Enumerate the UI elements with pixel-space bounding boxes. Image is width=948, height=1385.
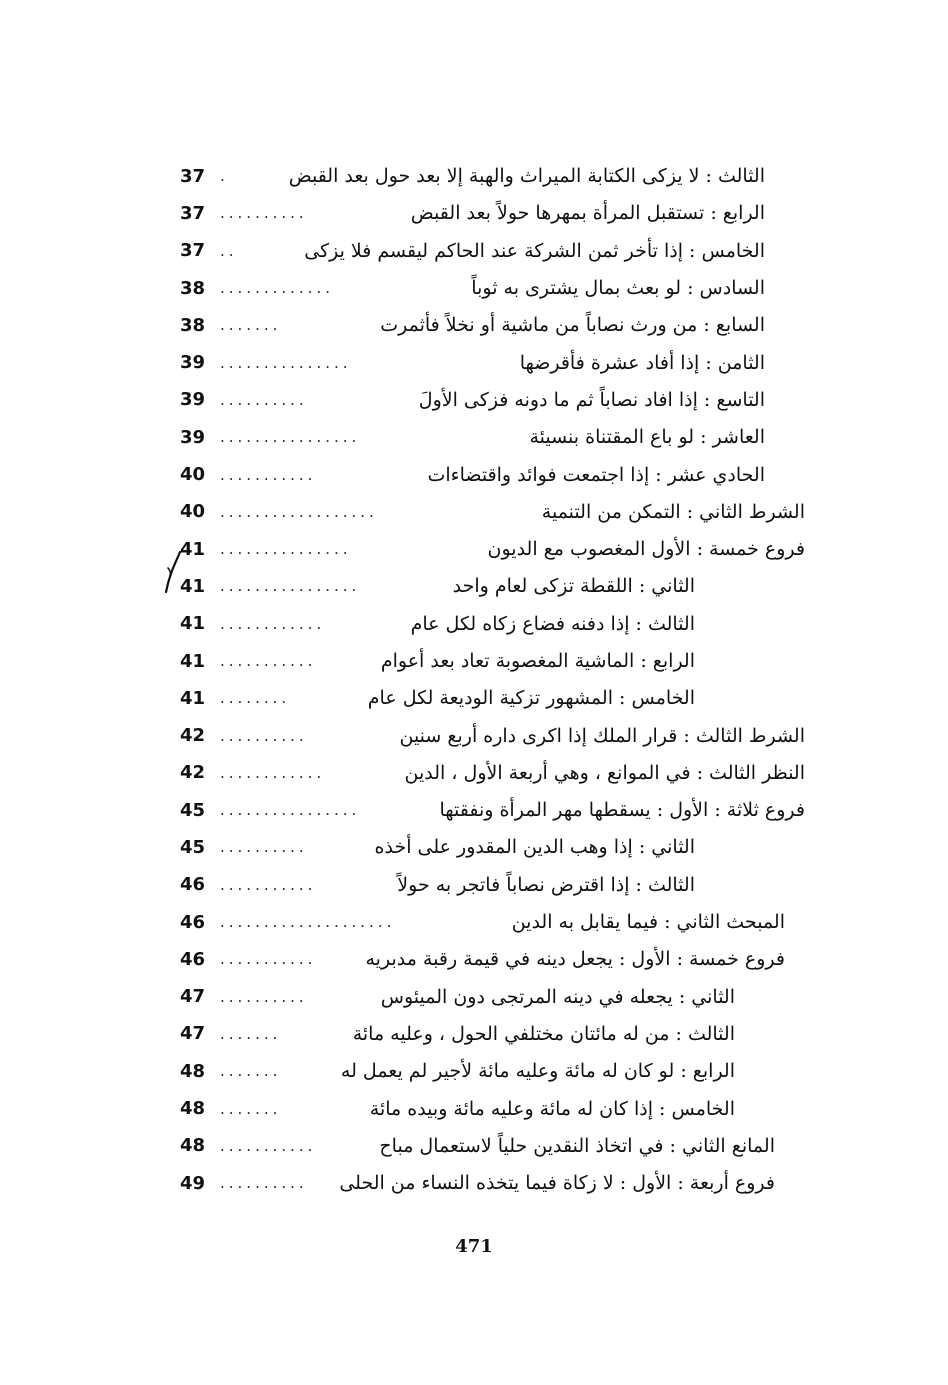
toc-dot-leader: ............... <box>220 542 352 558</box>
toc-entry <box>180 904 805 941</box>
toc-entry <box>180 1165 805 1202</box>
toc-page-number: 46 <box>180 948 206 970</box>
toc-entry <box>180 606 805 643</box>
toc-page-number: 42 <box>180 762 206 784</box>
toc-page-number: 41 <box>180 687 206 709</box>
toc-entry <box>180 382 805 419</box>
toc-page-number: 37 <box>180 240 206 262</box>
toc-page-number: 41 <box>180 650 206 672</box>
toc-entry <box>180 270 805 307</box>
toc-entry-title: الثالث : إذا دفنه فضاع زكاه لكل عام <box>410 612 695 635</box>
toc-dot-leader: .......... <box>220 392 308 408</box>
toc-dot-leader: ................ <box>220 803 361 819</box>
toc-dot-leader: .. <box>220 243 238 259</box>
toc-page-number: 40 <box>180 501 206 523</box>
toc-entry-title: الرابع : الماشية المغصوبة تعاد بعد أعوام <box>380 650 695 672</box>
toc-entry-title: العاشر : لو باع المقتناة بنسيئة <box>529 426 765 449</box>
toc-dot-leader: ....... <box>220 1026 282 1042</box>
toc-dot-leader: .......... <box>220 840 308 856</box>
toc-entry <box>180 1090 805 1127</box>
toc-page-number: 39 <box>180 389 206 411</box>
toc-entry <box>180 792 805 829</box>
toc-entry-title: الخامس : المشهور تزكية الوديعة لكل عام <box>367 687 695 710</box>
toc-dot-leader: .......... <box>220 989 308 1005</box>
toc-page-number: 47 <box>180 986 206 1008</box>
toc-entry-title: فروع خمسة : الأول : يجعل دينه في قيمة رقبة مدبريه <box>365 948 785 971</box>
toc-entry <box>180 307 805 344</box>
toc-page-number: 41 <box>180 613 206 635</box>
toc-dot-leader: ....... <box>220 1101 282 1117</box>
toc-entry-title: الشرط الثاني : التمكن من التنمية <box>541 500 805 523</box>
toc-entry-title: السابع : من ورث نصاباً من ماشية أو نخلاً فأثمرت <box>380 314 765 337</box>
toc-dot-leader: .................... <box>220 915 396 931</box>
toc-entry <box>180 979 805 1016</box>
toc-entry-title: التاسع : إذا افاد نصاباً ثم ما دونه فزكى الأولَ <box>418 388 765 411</box>
toc-entry <box>180 1016 805 1053</box>
toc-page-number: 48 <box>180 1098 206 1120</box>
toc-page-number: 42 <box>180 725 206 747</box>
toc-entry <box>180 829 805 866</box>
toc-dot-leader: .......... <box>220 206 308 222</box>
toc-entry <box>180 941 805 978</box>
table-of-contents <box>180 158 805 1202</box>
toc-dot-leader: ....... <box>220 1064 282 1080</box>
toc-page-number: 41 <box>180 538 206 560</box>
toc-entry-title: فروع أربعة : الأول : لا زكاة فيما يتخذه النساء من الحلى <box>339 1172 775 1195</box>
toc-dot-leader: ....... <box>220 318 282 334</box>
toc-entry <box>180 419 805 456</box>
toc-entry-title: الثاني : إذا وهب الدين المقدور على أخذه <box>374 836 695 859</box>
toc-dot-leader: ............. <box>220 281 334 297</box>
toc-entry-title: النظر الثالث : في الموانع ، وهي أربعة الأول ، الدين <box>404 761 805 784</box>
toc-dot-leader: ........... <box>220 654 317 669</box>
toc-entry-title: الرابع : تستقبل المرأة بمهرها حولاً بعد القبض <box>410 202 765 225</box>
toc-entry <box>180 680 805 717</box>
toc-entry <box>180 717 805 754</box>
toc-entry-title: الرابع : لو كان له مائة وعليه مائة لأجير لم يعمل له <box>340 1060 735 1083</box>
toc-entry-title: السادس : لو بعث بمال يشترى به ثوباً <box>471 277 765 300</box>
toc-dot-leader: ............... <box>220 355 352 371</box>
toc-page-number: 45 <box>180 836 206 858</box>
handwritten-margin-mark <box>158 548 188 598</box>
toc-page-number: 37 <box>180 202 206 224</box>
toc-page-number: 46 <box>180 911 206 933</box>
toc-dot-leader: .......... <box>220 1176 308 1192</box>
toc-dot-leader: .......... <box>220 728 308 744</box>
toc-entry-title: الخامس : إذا كان له مائة وعليه مائة وبيده مائة <box>369 1097 735 1120</box>
toc-entry <box>180 195 805 232</box>
toc-entry-title: الثالث : لا يزكى الكتابة الميراث والهبة إلا بعد حول بعد القبض <box>288 165 765 188</box>
toc-entry-title: فروع خمسة : الأول المغصوب مع الديون <box>487 538 805 561</box>
toc-dot-leader: ........... <box>220 877 317 893</box>
toc-page-number: 41 <box>180 575 206 597</box>
toc-dot-leader: ............ <box>220 616 326 632</box>
toc-entry <box>180 643 805 680</box>
toc-dot-leader: ........... <box>220 952 317 968</box>
toc-entry-title: الشرط الثالث : قرار الملك إذا اكرى داره أربع سنين <box>399 724 805 747</box>
toc-entry <box>180 867 805 904</box>
toc-entry-title: المبحث الثاني : فيما يقابل به الدين <box>511 911 785 934</box>
toc-entry-title: الخامس : إذا تأخر ثمن الشركة عند الحاكم ليقسم فلا يزكى <box>304 239 765 262</box>
toc-dot-leader: . <box>220 169 229 185</box>
toc-dot-leader: ........... <box>220 1138 317 1154</box>
toc-dot-leader: ............ <box>220 765 326 781</box>
toc-entry-title: المانع الثاني : في اتخاذ النقدين حلياً لاستعمال مباح <box>379 1134 775 1157</box>
toc-page-number: 48 <box>180 1135 206 1157</box>
toc-page-number: 40 <box>180 464 206 486</box>
toc-page-number: 39 <box>180 352 206 374</box>
toc-entry <box>180 1053 805 1090</box>
toc-page-number: 38 <box>180 277 206 299</box>
toc-page-number: 48 <box>180 1060 206 1082</box>
toc-entry <box>180 456 805 493</box>
toc-entry <box>180 233 805 270</box>
page-number-folio: 471 <box>455 1236 493 1257</box>
toc-page-number: 45 <box>180 799 206 821</box>
toc-page-number: 46 <box>180 874 206 896</box>
toc-entry <box>180 1128 805 1165</box>
toc-entry-title: الثاني : اللقطة تزكى لعام واحد <box>452 575 695 598</box>
toc-entry-title: الثالث : إذا اقترض نصاباً فاتجر به حولاً <box>397 873 695 896</box>
toc-dot-leader: ........... <box>220 467 317 483</box>
toc-dot-leader: ................ <box>220 579 361 595</box>
toc-entry <box>180 568 805 605</box>
toc-entry-title: الثامن : إذا أفاد عشرة فأقرضها <box>519 351 765 374</box>
toc-page-number: 37 <box>180 165 206 187</box>
toc-dot-leader: ................ <box>220 430 361 446</box>
toc-entry <box>180 531 805 568</box>
toc-entry-title: الثالث : من له مائتان مختلفي الحول ، وعليه مائة <box>352 1022 735 1045</box>
toc-entry <box>180 344 805 381</box>
toc-entry-title: فروع ثلاثة : الأول : يسقطها مهر المرأة ونفقتها <box>439 799 805 822</box>
toc-page-number: 39 <box>180 426 206 448</box>
toc-entry-title: الحادي عشر : إذا اجتمعت فوائد واقتضاءات <box>427 463 765 486</box>
toc-page-number: 47 <box>180 1023 206 1045</box>
toc-page-number: 49 <box>180 1172 206 1194</box>
toc-dot-leader: .................. <box>220 504 378 520</box>
toc-entry-title: الثاني : يجعله في دينه المرتجى دون الميئوس <box>380 985 735 1008</box>
toc-entry <box>180 158 805 195</box>
toc-entry <box>180 755 805 792</box>
toc-dot-leader: ........ <box>220 691 291 707</box>
toc-entry <box>180 494 805 531</box>
toc-page-number: 38 <box>180 314 206 336</box>
